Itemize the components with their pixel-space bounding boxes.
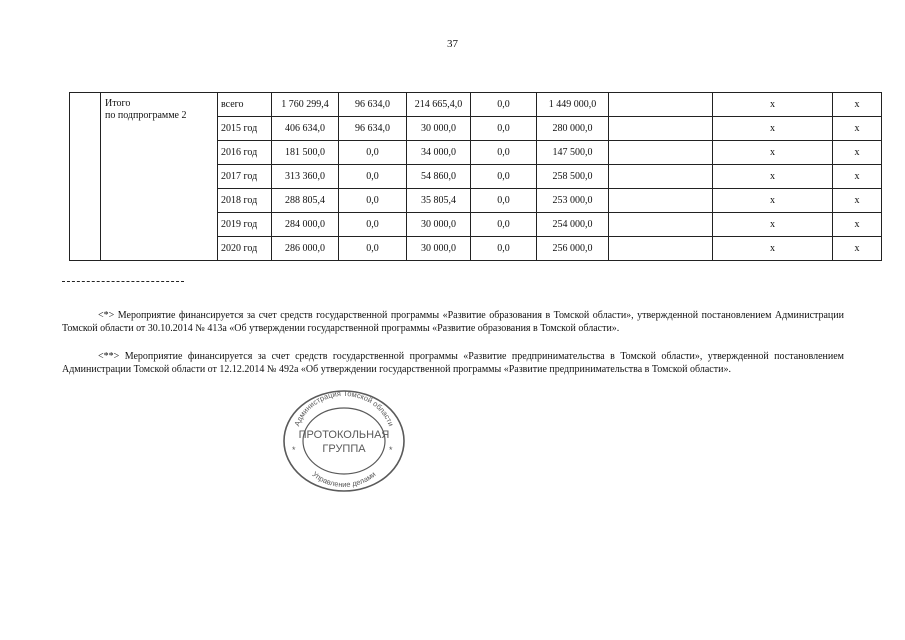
stamp-outer-ring xyxy=(284,388,404,491)
marker-cell: x xyxy=(833,93,882,117)
federal-budget-cell: 0,0 xyxy=(339,165,407,189)
subprogram-total-label xyxy=(101,93,218,261)
regional-budget-cell: 34 000,0 xyxy=(407,141,471,165)
footnote-1: <*> Мероприятие финансируется за счет средств государственной программы «Развитие образования в Томской области», утвержденной постановлением Администрации Томской области от 30.10.2014 № 413а «Об утверждении государственной программы «Развитие образования в Томской области». xyxy=(62,310,844,334)
protocol-group-stamp xyxy=(279,381,409,493)
extrabudgetary-cell: 253 000,0 xyxy=(537,189,609,213)
marker-cell: x xyxy=(833,189,882,213)
total-cell: 313 360,0 xyxy=(272,165,339,189)
marker-cell: x xyxy=(833,237,882,261)
table-index-cell xyxy=(70,93,101,261)
empty-cell xyxy=(609,189,713,213)
local-budget-cell: 0,0 xyxy=(471,141,537,165)
extrabudgetary-cell: 256 000,0 xyxy=(537,237,609,261)
marker-cell: x xyxy=(713,117,833,141)
total-cell: 181 500,0 xyxy=(272,141,339,165)
marker-cell: x xyxy=(713,93,833,117)
regional-budget-cell: 54 860,0 xyxy=(407,165,471,189)
federal-budget-cell: 96 634,0 xyxy=(339,117,407,141)
local-budget-cell: 0,0 xyxy=(471,237,537,261)
marker-cell: x xyxy=(713,189,833,213)
marker-cell: x xyxy=(833,141,882,165)
extrabudgetary-cell: 280 000,0 xyxy=(537,117,609,141)
period-cell: 2020 год xyxy=(218,237,272,261)
footnote-2: <**> Мероприятие финансируется за счет средств государственной программы «Развитие предпринимательства в Томской области», утвержденной постановлением Администрации Томской области от 12.12.2014 № 492а «Об утверждении государственной программы «Развитие предпринимательства в Томской области». xyxy=(62,351,844,375)
regional-budget-cell: 30 000,0 xyxy=(407,117,471,141)
period-cell: 2015 год xyxy=(218,117,272,141)
federal-budget-cell: 0,0 xyxy=(339,213,407,237)
federal-budget-cell: 96 634,0 xyxy=(339,93,407,117)
local-budget-cell: 0,0 xyxy=(471,213,537,237)
extrabudgetary-cell: 1 449 000,0 xyxy=(537,93,609,117)
empty-cell xyxy=(609,117,713,141)
marker-cell: x xyxy=(833,213,882,237)
marker-cell: x xyxy=(713,237,833,261)
marker-cell: x xyxy=(833,165,882,189)
total-cell: 286 000,0 xyxy=(272,237,339,261)
table-row xyxy=(70,93,882,117)
stamp-inner-ring xyxy=(303,408,385,474)
stamp-center-line2: ГРУППА xyxy=(322,443,366,455)
total-cell: 1 760 299,4 xyxy=(272,93,339,117)
marker-cell: x xyxy=(713,165,833,189)
marker-cell: x xyxy=(713,141,833,165)
local-budget-cell: 0,0 xyxy=(471,165,537,189)
total-cell: 284 000,0 xyxy=(272,213,339,237)
federal-budget-cell: 0,0 xyxy=(339,141,407,165)
empty-cell xyxy=(609,141,713,165)
marker-cell: x xyxy=(713,213,833,237)
regional-budget-cell: 30 000,0 xyxy=(407,213,471,237)
local-budget-cell: 0,0 xyxy=(471,117,537,141)
stamp-star-right: * xyxy=(389,445,393,455)
period-cell: всего xyxy=(218,93,272,117)
local-budget-cell: 0,0 xyxy=(471,189,537,213)
regional-budget-cell: 30 000,0 xyxy=(407,237,471,261)
regional-budget-cell: 214 665,4,0 xyxy=(407,93,471,117)
extrabudgetary-cell: 254 000,0 xyxy=(537,213,609,237)
empty-cell xyxy=(609,213,713,237)
regional-budget-cell: 35 805,4 xyxy=(407,189,471,213)
local-budget-cell: 0,0 xyxy=(471,93,537,117)
stamp-ring-bottom-text: Управление делами xyxy=(310,469,378,490)
period-cell: 2016 год xyxy=(218,141,272,165)
period-cell: 2017 год xyxy=(218,165,272,189)
stamp-star-left: * xyxy=(292,445,296,455)
total-cell: 288 805,4 xyxy=(272,189,339,213)
empty-cell xyxy=(609,237,713,261)
federal-budget-cell: 0,0 xyxy=(339,189,407,213)
page-number: 37 xyxy=(447,38,458,50)
subprogram-funding-table xyxy=(69,92,882,261)
period-cell: 2018 год xyxy=(218,189,272,213)
subprogram-label-line2: по подпрограмме 2 xyxy=(105,110,187,121)
subprogram-label-line1: Итого xyxy=(105,98,131,109)
marker-cell: x xyxy=(833,117,882,141)
extrabudgetary-cell: 147 500,0 xyxy=(537,141,609,165)
empty-cell xyxy=(609,165,713,189)
total-cell: 406 634,0 xyxy=(272,117,339,141)
extrabudgetary-cell: 258 500,0 xyxy=(537,165,609,189)
empty-cell xyxy=(609,93,713,117)
stamp-center-line1: ПРОТОКОЛЬНАЯ xyxy=(298,429,390,441)
footnote-separator xyxy=(62,281,184,282)
period-cell: 2019 год xyxy=(218,213,272,237)
stamp-ring-top-text: Администрация Томской области xyxy=(292,388,396,428)
federal-budget-cell: 0,0 xyxy=(339,237,407,261)
